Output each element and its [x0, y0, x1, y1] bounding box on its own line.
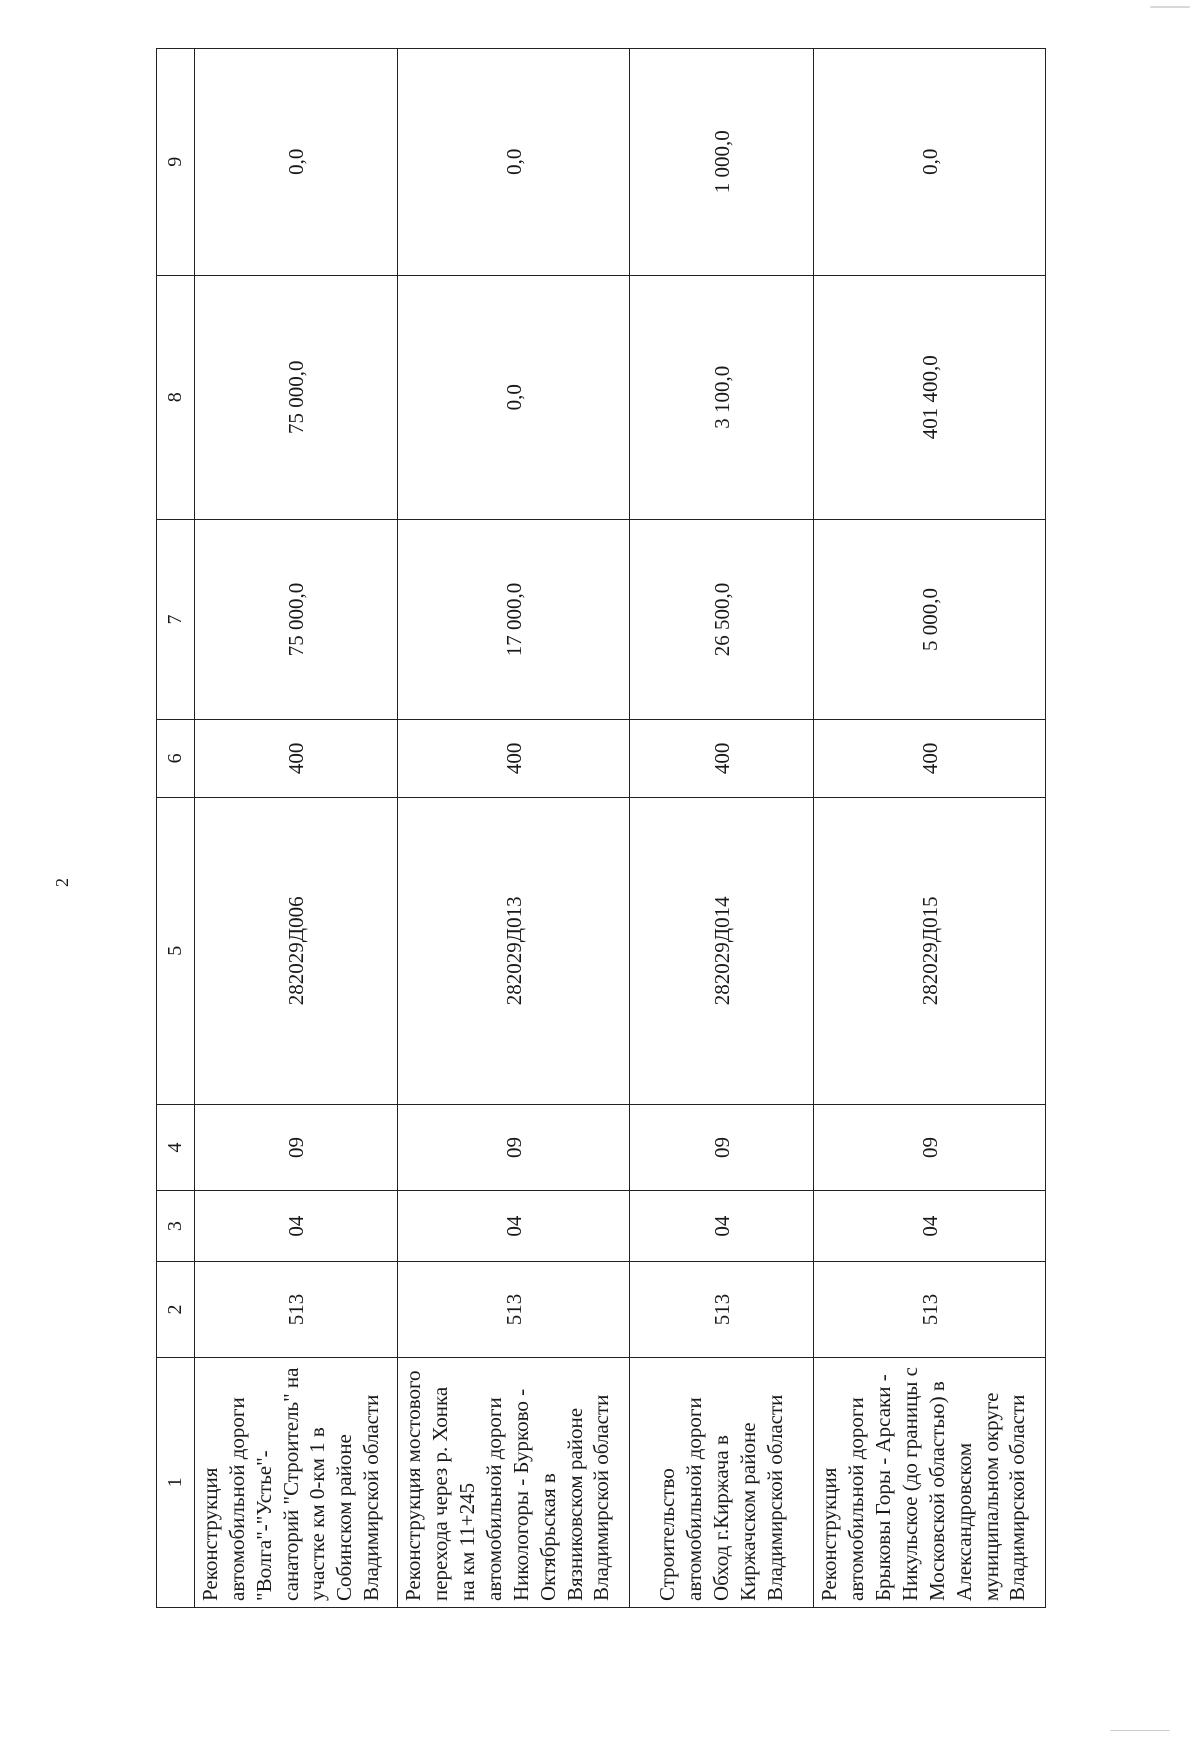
cell-col5: 282029Д006 — [194, 797, 397, 1105]
cell-col7: 75 000,0 — [194, 519, 397, 719]
cell-col4: 09 — [629, 1105, 813, 1191]
cell-col6: 400 — [398, 720, 630, 797]
column-header: 9 — [157, 49, 195, 276]
cell-col7: 17 000,0 — [398, 519, 630, 719]
column-header: 8 — [157, 275, 195, 519]
column-header: 2 — [157, 1262, 195, 1357]
cell-col5: 282029Д013 — [398, 797, 630, 1105]
budget-table — [156, 48, 1046, 1608]
page-number: 2 — [52, 878, 72, 887]
column-header: 3 — [157, 1190, 195, 1262]
cell-col3: 04 — [194, 1190, 397, 1262]
cell-col5: 282029Д015 — [814, 797, 1046, 1105]
cell-col9: 0,0 — [194, 49, 397, 276]
object-name-cell: Строительство автомобильной дороги Обход г.Киржача в Киржачском районе Владимирской области — [629, 1357, 813, 1607]
cell-col8: 401 400,0 — [814, 275, 1046, 519]
header-row — [157, 49, 195, 1608]
cell-col8: 75 000,0 — [194, 275, 397, 519]
column-header: 7 — [157, 519, 195, 719]
cell-col9: 0,0 — [814, 49, 1046, 276]
table-row — [398, 49, 630, 1608]
cell-col7: 26 500,0 — [629, 519, 813, 719]
cell-col6: 400 — [194, 720, 397, 797]
cell-col3: 04 — [814, 1190, 1046, 1262]
cell-col9: 1 000,0 — [629, 49, 813, 276]
cell-col5: 282029Д014 — [629, 797, 813, 1105]
scan-speck — [1150, 6, 1190, 8]
object-name-cell: Реконструкция мостового перехода через р. Хонка на км 11+245 автомобильной дороги Никологоры - Бурково - Октябрьская в Вязниковском районе Владимирской области — [398, 1357, 630, 1607]
column-header: 4 — [157, 1105, 195, 1191]
column-header: 6 — [157, 720, 195, 797]
cell-col6: 400 — [814, 720, 1046, 797]
cell-col6: 400 — [629, 720, 813, 797]
cell-col9: 0,0 — [398, 49, 630, 276]
column-header: 1 — [157, 1357, 195, 1607]
cell-col4: 09 — [398, 1105, 630, 1191]
cell-col2: 513 — [629, 1262, 813, 1357]
cell-col7: 5 000,0 — [814, 519, 1046, 719]
cell-col2: 513 — [398, 1262, 630, 1357]
object-name-cell: Реконструкция автомобильной дороги "Волга"-"Устье"-санаторий "Строитель" на участке км 0-км 1 в Собинском районе Владимирской области — [194, 1357, 397, 1607]
cell-col3: 04 — [398, 1190, 630, 1262]
cell-col2: 513 — [194, 1262, 397, 1357]
scan-speck — [1110, 1730, 1170, 1731]
object-name-cell: Реконструкция автомобильной дороги Брыковы Горы - Арсаки - Никульское (до границы с Московской областью) в Александровском муниципальном округе Владимирской области — [814, 1357, 1046, 1607]
table-row — [194, 49, 397, 1608]
cell-col2: 513 — [814, 1262, 1046, 1357]
table-container — [156, 48, 1046, 1608]
cell-col8: 0,0 — [398, 275, 630, 519]
cell-col4: 09 — [814, 1105, 1046, 1191]
column-header: 5 — [157, 797, 195, 1105]
cell-col8: 3 100,0 — [629, 275, 813, 519]
table-row — [629, 49, 813, 1608]
cell-col4: 09 — [194, 1105, 397, 1191]
cell-col3: 04 — [629, 1190, 813, 1262]
table-row — [814, 49, 1046, 1608]
